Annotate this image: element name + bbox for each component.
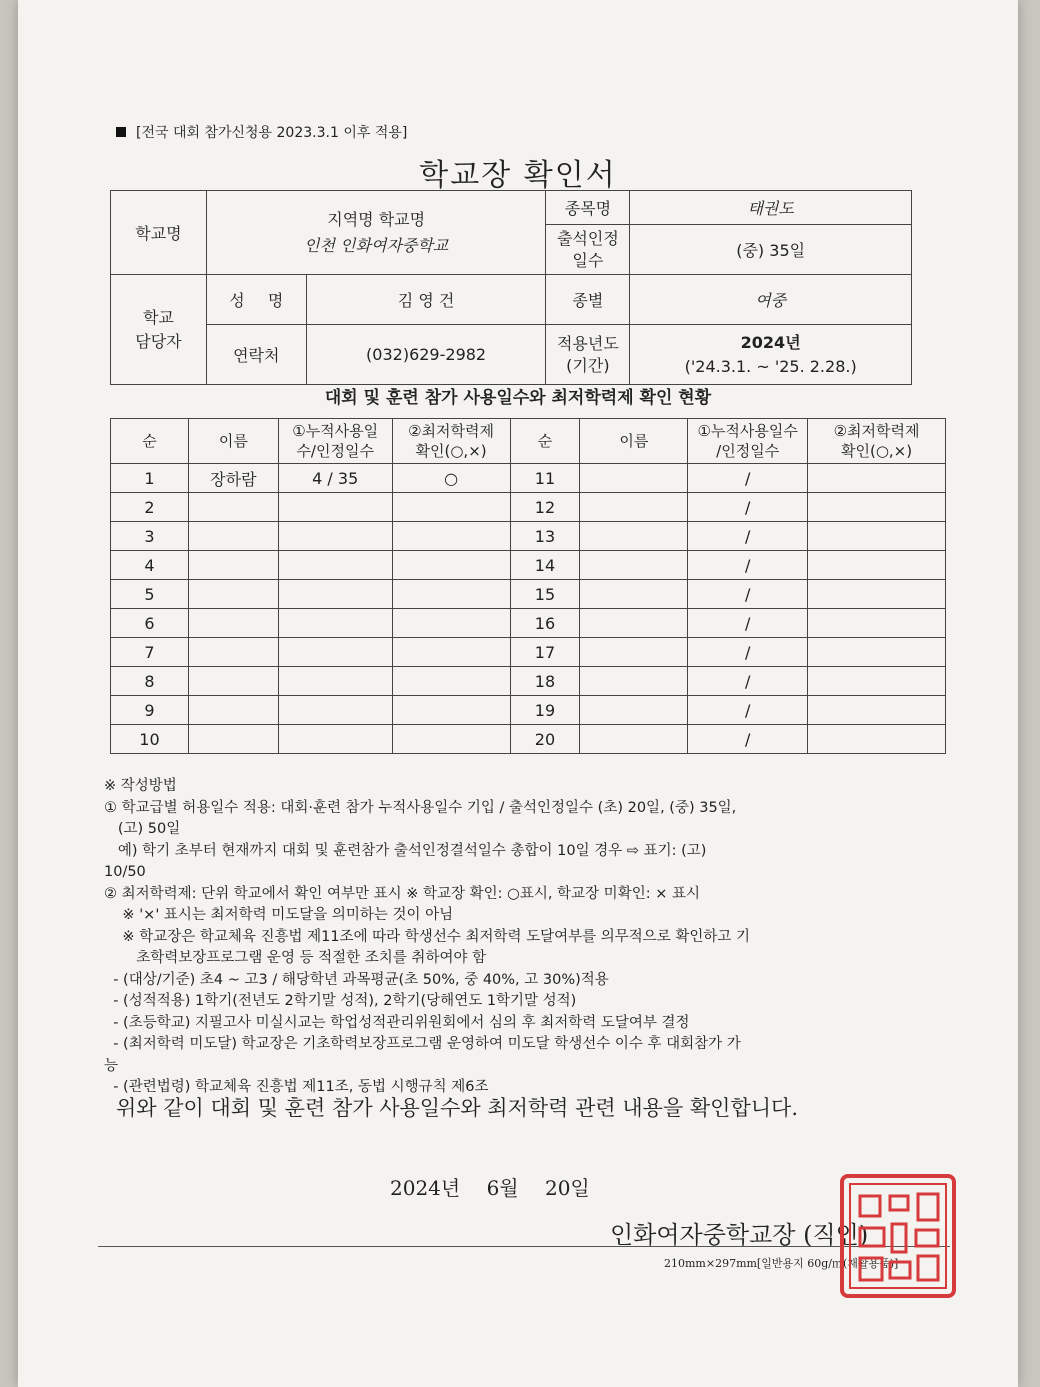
name-label: 성 명 (206, 275, 306, 325)
instruction-line: 10/50 (104, 864, 146, 880)
min-academic-check (808, 725, 946, 754)
min-academic-check (808, 580, 946, 609)
row-number: 7 (111, 638, 189, 667)
year-cell (630, 325, 912, 385)
min-academic-check (392, 522, 510, 551)
square-bullet-icon (116, 127, 126, 137)
table-row (111, 696, 946, 725)
school-name: 인천 인화여자중학교 (304, 235, 449, 255)
row-number: 13 (510, 522, 580, 551)
table-row (111, 493, 946, 522)
student-name (580, 551, 688, 580)
used-days: / (688, 580, 808, 609)
row-number: 11 (510, 464, 580, 493)
row-number: 9 (111, 696, 189, 725)
gender-value: 여중 (630, 275, 912, 325)
used-days (278, 667, 392, 696)
section-title: 대회 및 훈련 참가 사용일수와 최저학력제 확인 현황 (324, 388, 712, 408)
manager-label: 학교 담당자 (111, 275, 207, 385)
min-academic-check (392, 609, 510, 638)
header-note (116, 122, 407, 142)
school-info-table (110, 190, 912, 385)
student-name (188, 667, 278, 696)
min-academic-check (808, 638, 946, 667)
attendance-value: (중) 35일 (630, 225, 912, 275)
student-name (188, 638, 278, 667)
header-days-left: ①누적사용일 수/인정일수 (278, 419, 392, 464)
used-days: / (688, 667, 808, 696)
student-name (580, 493, 688, 522)
issue-date: 2024년 6월 20일 (390, 1176, 590, 1200)
table-row (111, 725, 946, 754)
period-value: ('24.3.1. ~ '25. 2.28.) (684, 356, 857, 376)
used-days: 4 / 35 (278, 464, 392, 493)
student-name (580, 580, 688, 609)
instruction-line: - (대상/기준) 초4 ~ 고3 / 해당학년 과목평균(초 50%, 중 40%, 고 30%)적용 (104, 971, 609, 988)
row-number: 20 (510, 725, 580, 754)
school-label: 학교명 (111, 191, 207, 275)
student-name (580, 696, 688, 725)
table-row (111, 580, 946, 609)
row-number: 15 (510, 580, 580, 609)
student-name (580, 725, 688, 754)
table-row (111, 464, 946, 493)
manager-name: 김 영 건 (306, 275, 546, 325)
min-academic-check (808, 464, 946, 493)
table-header-row (111, 419, 946, 464)
table-row (111, 551, 946, 580)
attendance-label: 출석인정 일수 (546, 225, 630, 275)
region-school-label: 지역명 학교명 (327, 209, 426, 229)
used-days: / (688, 696, 808, 725)
row-number: 6 (111, 609, 189, 638)
row-number: 4 (111, 551, 189, 580)
sport-label: 종목명 (546, 191, 630, 225)
row-number: 3 (111, 522, 189, 551)
student-name (580, 638, 688, 667)
min-academic-check (808, 493, 946, 522)
student-name (188, 609, 278, 638)
instruction-line: ※ 작성방법 (104, 778, 177, 794)
student-name (188, 522, 278, 551)
used-days: / (688, 551, 808, 580)
school-name-cell (206, 191, 546, 275)
year-label: 적용년도 (기간) (546, 325, 630, 385)
used-days: / (688, 464, 808, 493)
instruction-line: ② 최저학력제: 단위 학교에서 확인 여부만 표시 ※ 학교장 확인: ○표시, 학교장 미확인: × 표시 (104, 885, 700, 902)
instruction-line: - (초등학교) 지필고사 미실시교는 학업성적관리위원회에서 심의 후 최저학력 도달여부 결정 (104, 1014, 690, 1031)
student-name (188, 551, 278, 580)
min-academic-check (392, 696, 510, 725)
row-number: 8 (111, 667, 189, 696)
min-academic-check (392, 725, 510, 754)
min-academic-check (392, 667, 510, 696)
header-check-right: ②최저학력제 확인(○,×) (808, 419, 946, 464)
min-academic-check (392, 493, 510, 522)
row-number: 18 (510, 667, 580, 696)
row-number: 12 (510, 493, 580, 522)
instruction-line: ※ 학교장은 학교체육 진흥법 제11조에 따라 학생선수 최저학력 도달여부를 의무적으로 확인하고 기 (104, 928, 751, 945)
row-number: 16 (510, 609, 580, 638)
instruction-line: - (성적적용) 1학기(전년도 2학기말 성적), 2학기(당해연도 1학기말 성적) (104, 993, 577, 1009)
row-number: 1 (111, 464, 189, 493)
table-row (111, 638, 946, 667)
instruction-line: - (최저학력 미도달) 학교장은 기초학력보장프로그램 운영하여 미도달 학생선수 이수 후 대회참가 가 (104, 1036, 741, 1052)
min-academic-check (392, 580, 510, 609)
instruction-line: 초학력보장프로그램 운영 등 적절한 조치를 취하여야 함 (104, 950, 487, 966)
used-days: / (688, 609, 808, 638)
student-name (580, 667, 688, 696)
min-academic-check (808, 522, 946, 551)
min-academic-check (808, 696, 946, 725)
used-days: / (688, 493, 808, 522)
used-days: / (688, 522, 808, 551)
student-name (188, 580, 278, 609)
header-days-right: ①누적사용일수 /인정일수 (688, 419, 808, 464)
sport-value: 태권도 (630, 191, 912, 225)
used-days (278, 725, 392, 754)
row-number: 2 (111, 493, 189, 522)
writing-instructions (104, 776, 944, 1099)
student-name (580, 464, 688, 493)
contact-label: 연락처 (206, 325, 306, 385)
footer-divider (98, 1246, 950, 1247)
document-page (18, 0, 1018, 1387)
student-name (580, 609, 688, 638)
used-days (278, 609, 392, 638)
confirm-statement: 위와 같이 대회 및 훈련 참가 사용일수와 최저학력 관련 내용을 확인합니다. (116, 1096, 799, 1120)
header-name-right: 이름 (580, 419, 688, 464)
participation-table (110, 418, 946, 754)
used-days: / (688, 638, 808, 667)
gender-label: 종별 (546, 275, 630, 325)
instruction-line: 능 (104, 1057, 119, 1074)
min-academic-check (808, 551, 946, 580)
min-academic-check (392, 551, 510, 580)
min-academic-check (392, 638, 510, 667)
instruction-line: ※ '×' 표시는 최저학력 미도달을 의미하는 것이 아님 (104, 907, 454, 923)
row-number: 14 (510, 551, 580, 580)
used-days (278, 696, 392, 725)
header-name-left: 이름 (188, 419, 278, 464)
page-title: 학교장 확인서 (419, 158, 617, 193)
row-number: 17 (510, 638, 580, 667)
instruction-line: - (관련법령) 학교체육 진흥법 제11조, 동법 시행규칙 제6조 (104, 1079, 489, 1095)
used-days (278, 580, 392, 609)
student-name (188, 725, 278, 754)
min-academic-check (808, 667, 946, 696)
used-days (278, 522, 392, 551)
paper-spec: 210mm×297mm[일반용지 60g/㎡(재활용품)] (664, 1257, 899, 1270)
contact-value: (032)629-2982 (306, 325, 546, 385)
instruction-line: 예) 학기 초부터 현재까지 대회 및 훈련참가 출석인정결석일수 총합이 10일 경우 ⇨ 표기: (고) (104, 842, 707, 859)
header-no-right: 순 (510, 419, 580, 464)
instruction-line: ① 학교급별 허용일수 적용: 대회·훈련 참가 누적사용일수 기입 / 출석인정일수 (초) 20일, (중) 35일, (104, 799, 737, 816)
student-name (188, 696, 278, 725)
table-row (111, 609, 946, 638)
student-name: 장하람 (188, 464, 278, 493)
row-number: 10 (111, 725, 189, 754)
official-seal-icon (838, 1172, 958, 1300)
instruction-line: (고) 50일 (104, 821, 181, 837)
min-academic-check (808, 609, 946, 638)
used-days (278, 493, 392, 522)
row-number: 5 (111, 580, 189, 609)
header-note-text: [전국 대회 참가신청용 2023.3.1 이후 적용] (136, 125, 408, 141)
header-no-left: 순 (111, 419, 189, 464)
header-check-left: ②최저학력제 확인(○,×) (392, 419, 510, 464)
table-row (111, 667, 946, 696)
principal-signature: 인화여자중학교장 (직인) (610, 1221, 869, 1249)
student-name (580, 522, 688, 551)
student-name (188, 493, 278, 522)
min-academic-check: ○ (392, 464, 510, 493)
used-days (278, 551, 392, 580)
used-days (278, 638, 392, 667)
used-days: / (688, 725, 808, 754)
row-number: 19 (510, 696, 580, 725)
table-row (111, 522, 946, 551)
year-value: 2024년 (740, 332, 801, 352)
